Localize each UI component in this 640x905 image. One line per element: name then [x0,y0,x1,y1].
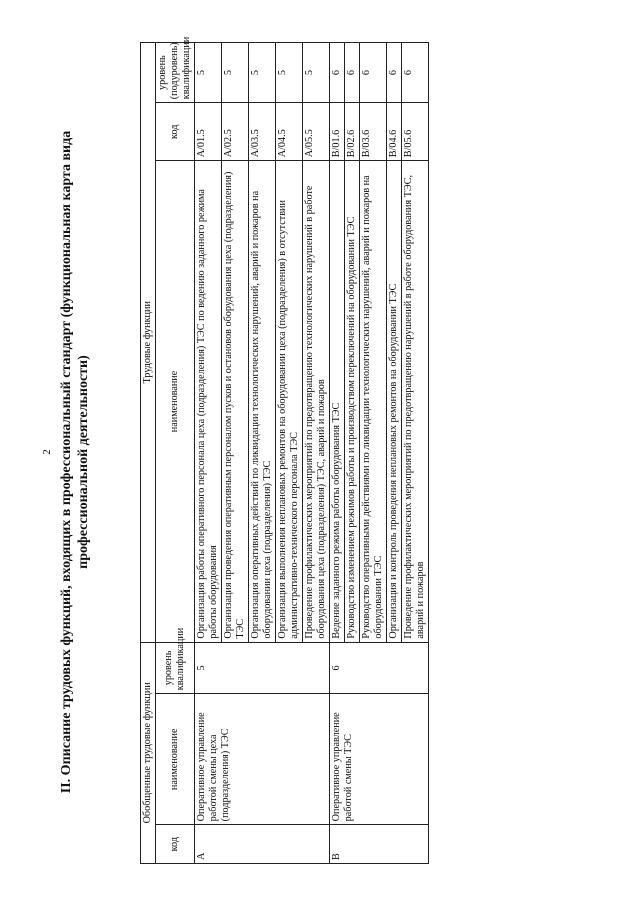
function-level: 5 [276,43,303,103]
table-row [195,43,222,864]
function-name: Организация и контроль проведения неплановых ремонтов на оборудовании ТЭС [387,161,402,642]
group-name: Оперативное управление работой смены ТЭС [330,694,429,825]
functional-map-table [140,36,429,864]
section-heading-line-2: профессиональной деятельности) [76,355,91,569]
function-name: Руководство оперативными действиями по ликвидации технологических нарушений, аварий и пожаров на оборудовании ТЭС [360,161,387,642]
section-heading [58,52,92,872]
group-name-header: наименование [156,694,195,825]
function-name-header: наименование [156,161,195,642]
function-code: A/01.5 [195,103,222,161]
group-code: A [195,825,330,864]
function-code: B/01.6 [330,103,345,161]
function-name: Проведение профилактических мероприятий по предотвращению нарушений в работе оборудования ТЭС, аварий и пожаров [402,161,429,642]
function-name: Проведение профилактических мероприятий по предотвращению технологических нарушений в работе оборудования цеха (подразделения) ТЭС, аварий и пожаров [303,161,330,642]
function-code: B/02.6 [345,103,360,161]
header-row-1 [141,43,156,864]
group-code-header: код [156,825,195,864]
function-level: 5 [249,43,276,103]
function-name: Организация выполнения неплановых ремонтов на оборудовании цеха (подразделения) в отсутствии административно-технического персонала ТЭС [276,161,303,642]
group-level: 5 [195,642,330,694]
function-name: Организация проведения оперативным персоналом пусков и остановов оборудования цеха (подразделения) ТЭС [222,161,249,642]
function-code: A/05.5 [303,103,330,161]
function-level: 6 [330,43,345,103]
function-level: 6 [360,43,387,103]
group-code: B [330,825,429,864]
function-level: 5 [195,43,222,103]
labor-functions-header: Трудовые функции [141,43,156,643]
section-heading-line-1: II. Описание трудовых функций, входящих в профессиональный стандарт (функциональная карта вида [59,130,74,794]
function-level: 6 [402,43,429,103]
function-code: B/03.6 [360,103,387,161]
function-code: A/04.5 [276,103,303,161]
function-code: A/03.5 [249,103,276,161]
group-level-header: уровень квалификации [156,642,195,694]
function-name: Организация оперативных действий по ликвидации технологических нарушений, аварий и пожаров на оборудовании цеха (подразделения) ТЭС [249,161,276,642]
page-number: 2 [41,449,53,455]
function-level: 6 [345,43,360,103]
function-name: Организация работы оперативного персонала цеха (подразделения) ТЭС по ведению заданного режима работы оборудования [195,161,222,642]
table-row [330,43,345,864]
function-code: A/02.5 [222,103,249,161]
function-code: B/05.6 [402,103,429,161]
group-name: Оперативное управление работой смены цеха (подразделения) ТЭС [195,694,330,825]
group-level: 6 [330,642,429,694]
function-level-header: уровень (подуровень) квалификации [156,43,195,103]
function-code: B/04.6 [387,103,402,161]
function-level: 6 [387,43,402,103]
generalized-functions-header: Обобщенные трудовые функции [141,642,156,863]
function-level: 5 [222,43,249,103]
header-row-2 [156,43,195,864]
rotated-page [40,22,600,882]
function-code-header: код [156,103,195,161]
function-level: 5 [303,43,330,103]
function-name: Ведение заданного режима работы оборудования ТЭС [330,161,345,642]
function-name: Руководство изменением режимов работы и производством переключений на оборудовании ТЭС [345,161,360,642]
